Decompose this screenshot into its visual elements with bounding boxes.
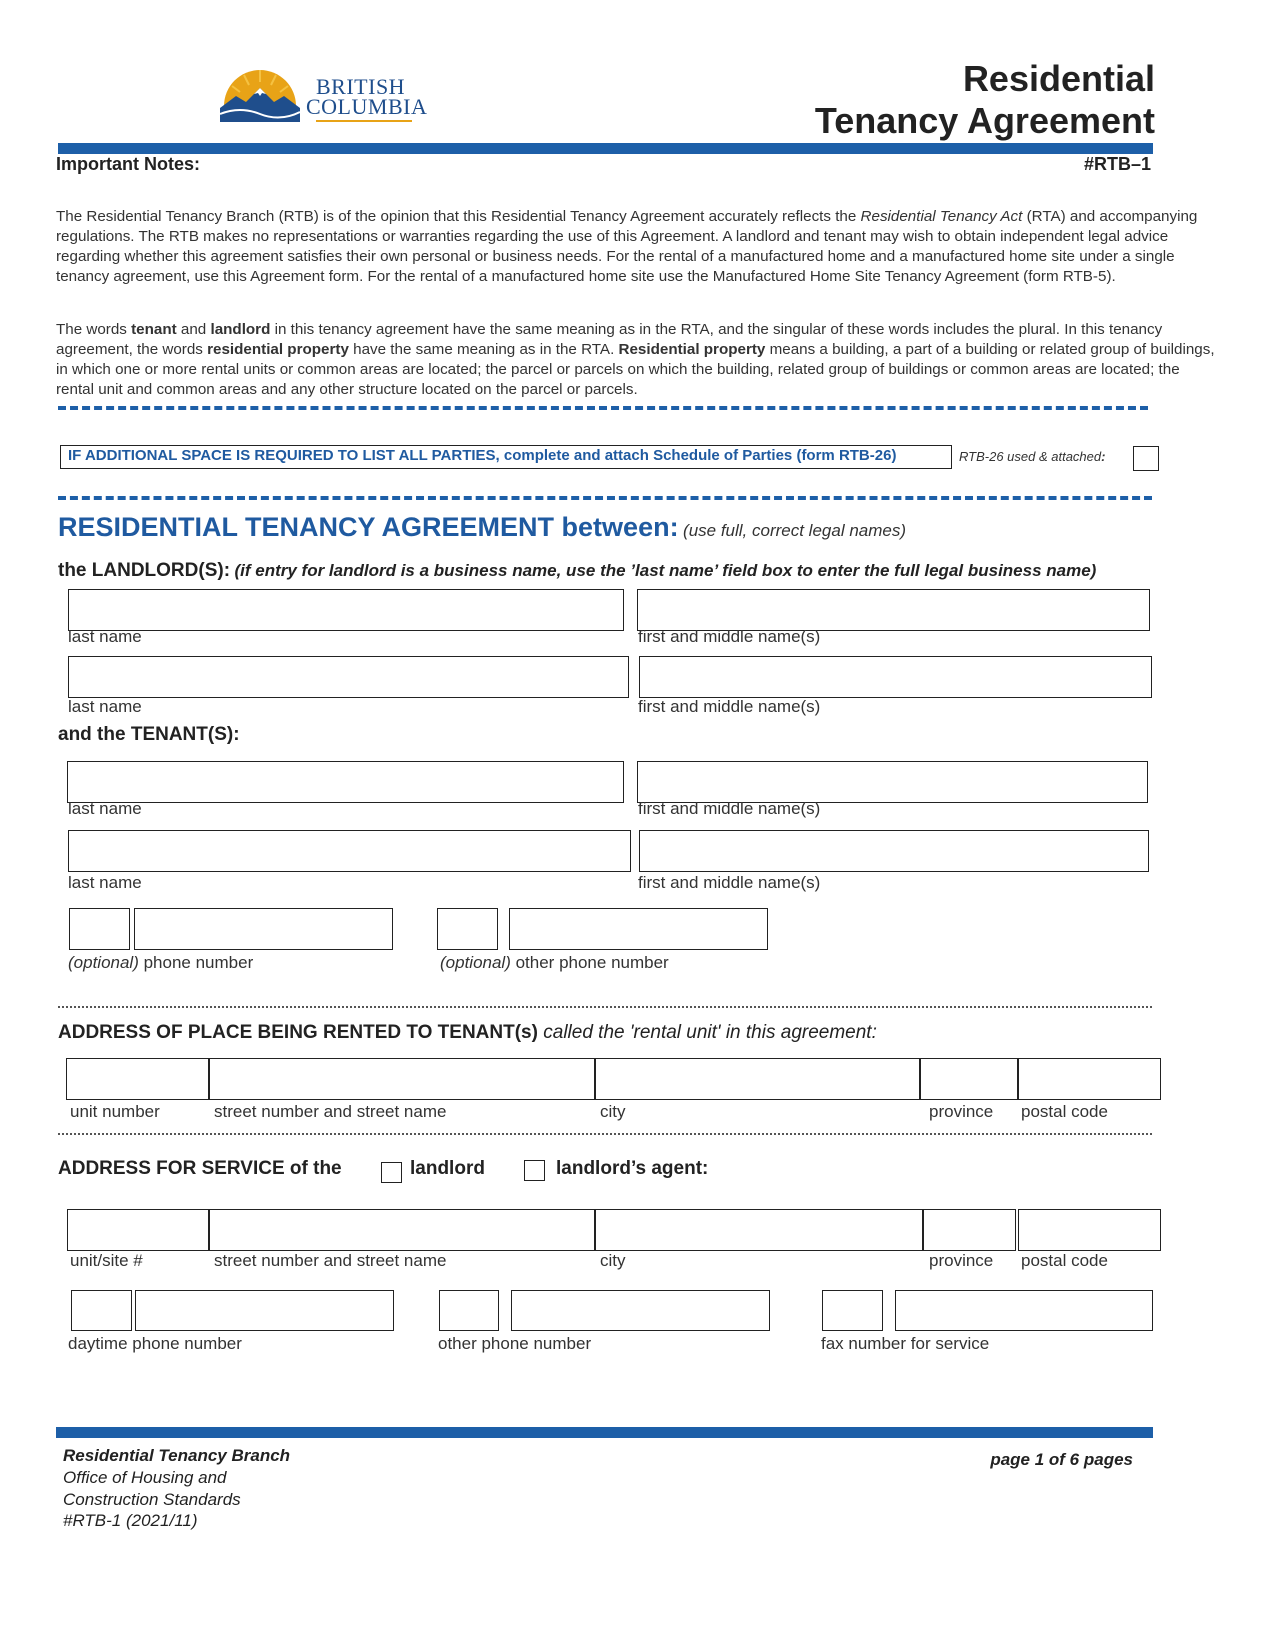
header-rule <box>58 143 1153 154</box>
footer-office-line1: Office of Housing and <box>63 1468 227 1487</box>
service-fax-number-input[interactable] <box>895 1290 1153 1331</box>
landlord2-last-name-input[interactable] <box>68 656 629 698</box>
section-divider-dashed <box>58 406 1148 410</box>
footer-office-line2: Construction Standards <box>63 1490 241 1509</box>
bc-logo <box>218 62 433 126</box>
landlords-heading: the LANDLORD(S): (if entry for landlord is a business name, use the ’last name’ field box to enter the full legal business name) <box>58 560 1097 581</box>
tenant-phone-area-input[interactable] <box>69 908 130 950</box>
service-city-label: city <box>600 1251 626 1270</box>
rental-city-label: city <box>600 1102 626 1121</box>
rental-street-label: street number and street name <box>214 1102 447 1121</box>
act-name: Residential Tenancy Act <box>860 208 1023 225</box>
notes-paragraph-1: The Residential Tenancy Branch (RTB) is of the opinion that this Residential Tenancy Agreement accurately reflects the Residential Tenancy Act (RTA) and accompanying regulations. The RTB makes no representations or warranties regarding the use of this Agreement. A landlord and tenant may wish to obtain independent legal advice regarding whether this agreement satisfies their own personal or business needs. For the rental of a manufactured home and a manufactured home site under a single tenancy agreement, use this Agreement form. For the rental of a manufactured home site use the Manufactured Home Site Tenancy Agreement (form RTB-5). <box>56 208 1198 285</box>
rental-province-label: province <box>929 1102 994 1121</box>
service-agent-checkbox[interactable] <box>524 1160 545 1181</box>
rental-unit-number-label: unit number <box>70 1102 160 1121</box>
rtb26-label: RTB-26 used & attached: <box>959 449 1106 464</box>
service-agent-option-label: landlord’s agent: <box>556 1158 709 1179</box>
notes-paragraph-2: The words tenant and landlord in this tenancy agreement have the same meaning as in the RTA, and the singular of these words includes the plural. In this tenancy agreement, the words residential property have the same meaning as in the RTA. Residential property means a building, a part of a building or related group of buildings, in which one or more rental units or common areas are located; the parcel or parcels on which the building, related group of buildings or common areas are located; the rental unit and common areas and any other structure located on the parcel or parcels. <box>56 321 1215 398</box>
service-postal-code-input[interactable] <box>1018 1209 1161 1251</box>
rental-street-input[interactable] <box>209 1058 595 1100</box>
landlord2-last-name-label: last name <box>68 697 142 716</box>
rental-unit-number-input[interactable] <box>66 1058 209 1100</box>
service-other-number-input[interactable] <box>511 1290 770 1331</box>
form-code: #RTB–1 <box>1083 154 1151 174</box>
section-divider-dashed <box>58 496 1152 500</box>
section-divider-dotted <box>58 1006 1152 1008</box>
tenant1-last-name-input[interactable] <box>67 761 624 803</box>
tenant2-last-name-label: last name <box>68 873 142 892</box>
service-province-label: province <box>929 1251 994 1270</box>
landlord1-first-name-input[interactable] <box>637 589 1150 631</box>
logo-underline <box>316 120 412 122</box>
service-unit-input[interactable] <box>67 1209 209 1251</box>
service-street-input[interactable] <box>209 1209 595 1251</box>
service-other-area-input[interactable] <box>439 1290 499 1331</box>
logo-text-columbia: COLUMBIA <box>306 94 428 119</box>
important-notes-heading: Important Notes: <box>56 154 200 174</box>
service-fax-label: fax number for service <box>821 1334 990 1353</box>
rental-province-input[interactable] <box>920 1058 1018 1100</box>
footer-form-code: #RTB-1 (2021/11) <box>63 1511 198 1530</box>
tenants-heading: and the TENANT(S): <box>58 724 240 745</box>
tenant2-first-name-label: first and middle name(s) <box>638 873 821 892</box>
rtb26-checkbox[interactable] <box>1133 446 1159 471</box>
footer-rule <box>56 1427 1153 1438</box>
tenant2-last-name-input[interactable] <box>68 830 631 872</box>
service-fax-area-input[interactable] <box>822 1290 883 1331</box>
rental-address-heading: ADDRESS OF PLACE BEING RENTED TO TENANT(s) called the 'rental unit' in this agreement: <box>58 1022 877 1043</box>
tenant1-last-name-label: last name <box>68 799 142 818</box>
sun-mountain-icon <box>218 62 302 124</box>
page-title-line2: Tenancy Agreement <box>814 100 1155 141</box>
service-address-heading: ADDRESS FOR SERVICE of the <box>58 1158 342 1179</box>
schedule-notice: IF ADDITIONAL SPACE IS REQUIRED TO LIST ALL PARTIES, complete and attach Schedule of Parties (form RTB-26) <box>60 445 952 469</box>
tenant-phone-number-input[interactable] <box>134 908 393 950</box>
service-other-label: other phone number <box>438 1334 592 1353</box>
service-daytime-label: daytime phone number <box>68 1334 242 1353</box>
service-daytime-area-input[interactable] <box>71 1290 132 1331</box>
service-landlord-option-label: landlord <box>410 1158 485 1179</box>
page-title-line1: Residential <box>962 58 1155 99</box>
service-province-input[interactable] <box>923 1209 1016 1251</box>
service-daytime-number-input[interactable] <box>135 1290 394 1331</box>
tenant2-first-name-input[interactable] <box>639 830 1149 872</box>
logo-text-british: BRITISH <box>316 74 406 99</box>
tenant-other-phone-number-input[interactable] <box>509 908 768 950</box>
landlord1-last-name-input[interactable] <box>68 589 624 631</box>
tenant1-first-name-input[interactable] <box>637 761 1148 803</box>
tenant-other-phone-area-input[interactable] <box>437 908 498 950</box>
rental-postal-code-label: postal code <box>1021 1102 1108 1121</box>
service-landlord-checkbox[interactable] <box>381 1162 402 1183</box>
landlord2-first-name-input[interactable] <box>639 656 1152 698</box>
footer-page-number: page 1 of 6 pages <box>990 1450 1133 1469</box>
tenant-other-phone-label: (optional) other phone number <box>440 953 669 972</box>
tenant1-first-name-label: first and middle name(s) <box>638 799 821 818</box>
landlord2-first-name-label: first and middle name(s) <box>638 697 821 716</box>
footer-branch: Residential Tenancy Branch <box>63 1446 291 1465</box>
rental-city-input[interactable] <box>595 1058 920 1100</box>
service-unit-label: unit/site # <box>70 1251 143 1270</box>
service-street-label: street number and street name <box>214 1251 447 1270</box>
landlord1-last-name-label: last name <box>68 627 142 646</box>
landlord1-first-name-label: first and middle name(s) <box>638 627 821 646</box>
service-city-input[interactable] <box>595 1209 923 1251</box>
tenant-phone-label: (optional) phone number <box>68 953 254 972</box>
section-divider-dotted <box>58 1133 1152 1135</box>
service-postal-code-label: postal code <box>1021 1251 1108 1270</box>
agreement-heading: RESIDENTIAL TENANCY AGREEMENT between: (use full, correct legal names) <box>58 512 907 542</box>
rental-postal-code-input[interactable] <box>1018 1058 1161 1100</box>
